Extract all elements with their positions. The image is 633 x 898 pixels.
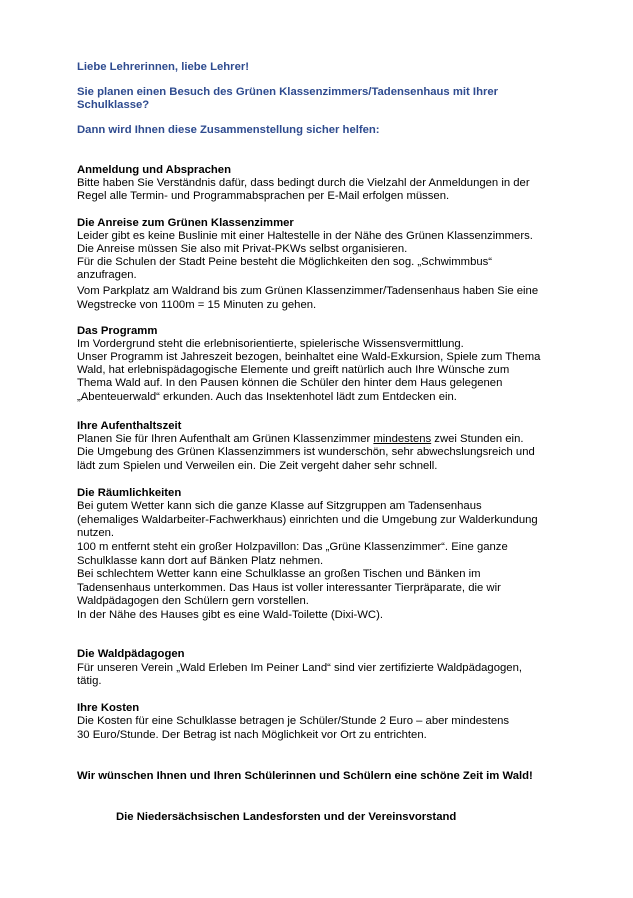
aufenthalt-line-1-end: zwei Stunden ein. (431, 433, 524, 445)
heading-programm: Das Programm (77, 325, 158, 337)
paedagogen-line-1: Für unseren Verein „Wald Erleben Im Peiner Land“ sind vier zertifizierte Waldpädagogen, (77, 662, 522, 674)
raeume-line-8: Waldpädagogen den Schülern gern vorstellen. (77, 595, 309, 607)
programm-line-4: Thema Wald auf. In den Pausen können die Schüler den hinter dem Haus gelegenen (77, 377, 503, 389)
heading-raeumlichkeiten: Die Räumlichkeiten (77, 487, 182, 499)
anreise-line-4: anzufragen. (77, 269, 137, 281)
kosten-line-1: Die Kosten für eine Schulklasse betragen je Schüler/Stunde 2 Euro – aber mindestens (77, 715, 510, 727)
programm-line-2: Unser Programm ist Jahreszeit bezogen, beinhaltet eine Wald-Exkursion, Spiele zum Thema (77, 351, 541, 363)
anreise-line-2: Die Anreise müssen Sie also mit Privat-PKWs selbst organisieren. (77, 243, 408, 255)
intro-question-line-2: Schulklasse? (77, 99, 150, 111)
anreise-line-1: Leider gibt es keine Buslinie mit einer Haltestelle in der Nähe des Grünen Klassenzimmers. (77, 230, 533, 242)
closing-signature: Die Niedersächsischen Landesforsten und der Vereinsvorstand (116, 811, 457, 823)
heading-anmeldung: Anmeldung und Absprachen (77, 164, 231, 176)
raeume-line-5: Schulklasse kann dort auf Bänken Platz nehmen. (77, 555, 324, 567)
intro-helper: Dann wird Ihnen diese Zusammenstellung sicher helfen: (77, 124, 380, 136)
raeume-line-6: Bei schlechtem Wetter kann eine Schulklasse an großen Tischen und Bänken im (77, 568, 481, 580)
anreise-line-5: Vom Parkplatz am Waldrand bis zum Grünen Klassenzimmer/Tadensenhaus haben Sie eine (77, 285, 539, 297)
closing-wish: Wir wünschen Ihnen und Ihren Schülerinnen und Schülern eine schöne Zeit im Wald! (77, 770, 533, 782)
anreise-line-6: Wegstrecke von 1100m = 15 Minuten zu gehen. (77, 299, 317, 311)
programm-line-3: Wald, hat erlebnispädagogische Elemente und greift natürlich auch Ihre Wünsche zum (77, 364, 510, 376)
anmeldung-line-1: Bitte haben Sie Verständnis dafür, dass bedingt durch die Vielzahl der Anmeldungen in der (77, 177, 530, 189)
aufenthalt-line-1-start: Planen Sie für Ihren Aufenthalt am Grünen Klassenzimmer (77, 433, 374, 445)
raeume-line-1: Bei gutem Wetter kann sich die ganze Klasse auf Sitzgruppen am Tadensenhaus (77, 500, 482, 512)
raeume-line-2: (ehemaliges Waldarbeiter-Fachwerkhaus) einrichten und die Umgebung zur Walderkundung (77, 514, 538, 526)
kosten-line-2: 30 Euro/Stunde. Der Betrag ist nach Möglichkeit vor Ort zu entrichten. (77, 729, 427, 741)
paedagogen-line-2: tätig. (77, 675, 102, 687)
raeume-line-3: nutzen. (77, 527, 115, 539)
greeting: Liebe Lehrerinnen, liebe Lehrer! (77, 61, 250, 73)
raeume-line-9: In der Nähe des Hauses gibt es eine Wald-Toilette (Dixi-WC). (77, 609, 383, 621)
heading-aufenthalt: Ihre Aufenthaltszeit (77, 420, 182, 432)
aufenthalt-line-3: lädt zum Spielen und Verweilen ein. Die Zeit vergeht daher sehr schnell. (77, 460, 438, 472)
aufenthalt-line-2: Die Umgebung des Grünen Klassenzimmers ist wunderschön, sehr abwechslungsreich und (77, 446, 535, 458)
programm-line-1: Im Vordergrund steht die erlebnisorientierte, spielerische Wissensvermittlung. (77, 338, 464, 350)
raeume-line-4: 100 m entfernt steht ein großer Holzpavillon: Das „Grüne Klassenzimmer“. Eine ganze (77, 541, 508, 553)
aufenthalt-line-1 (77, 433, 524, 446)
anreise-line-3: Für die Schulen der Stadt Peine besteht die Möglichkeiten den sog. „Schwimmbus“ (77, 256, 493, 268)
underlined-emphasis: mindestens (373, 433, 432, 445)
heading-waldpaedagogen: Die Waldpädagogen (77, 648, 185, 660)
programm-line-5: „Abenteuerwald“ erkunden. Auch das Insektenhotel lädt zum Entdecken ein. (77, 391, 457, 403)
heading-kosten: Ihre Kosten (77, 702, 140, 714)
raeume-line-7: Tadensenhaus unterkommen. Das Haus ist voller interessanter Tierpräparate, die wir (77, 582, 501, 594)
heading-anreise: Die Anreise zum Grünen Klassenzimmer (77, 217, 294, 229)
anmeldung-line-2: Regel alle Termin- und Programmabsprachen per E-Mail erfolgen müssen. (77, 190, 450, 202)
intro-question-line-1: Sie planen einen Besuch des Grünen Klassenzimmers/Tadensenhaus mit Ihrer (77, 86, 499, 98)
